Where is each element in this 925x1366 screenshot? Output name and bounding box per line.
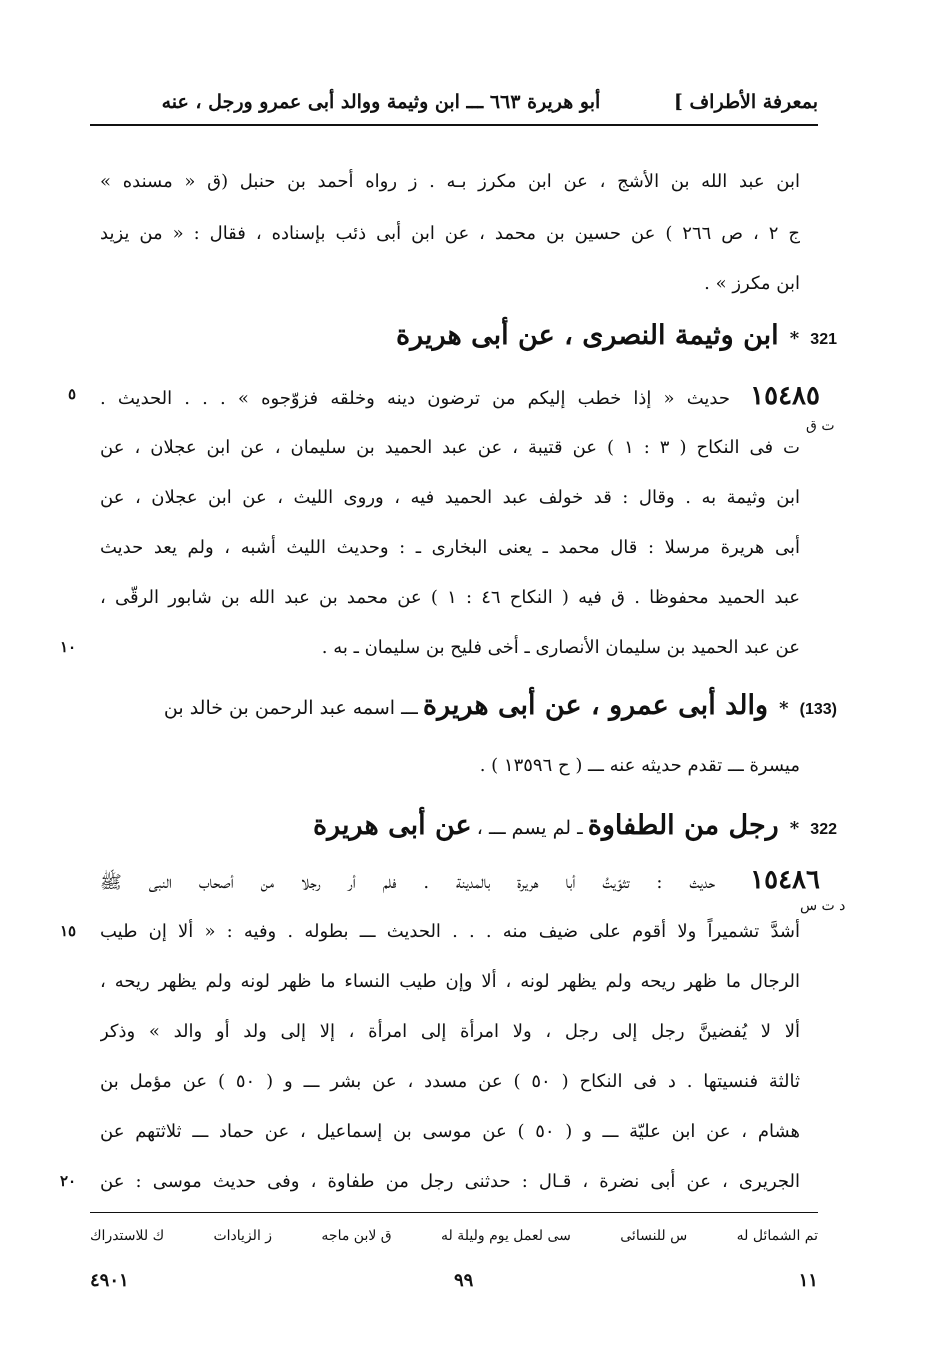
text-line: أبى هريرة مرسلا : قال محمد ـ يعنى البخارى ـ : وحديث الليث أشبه ، ولم يعد حديث xyxy=(100,537,800,558)
text-line: ابن وثيمة به . وقال : قد خولف عبد الحميد فيه ، وروى الليث ، عن ابن عجلان ، عن xyxy=(100,487,800,508)
line-number-20: ٢٠ xyxy=(60,1172,77,1190)
entry-number: 322 xyxy=(810,821,837,838)
star-marker: * xyxy=(789,328,800,349)
entry-title-end: عن أبى هريرة xyxy=(312,810,472,841)
footer-right-number: ١١ xyxy=(798,1270,818,1291)
text-line: ج ٢ ، ص ٢٦٦ ) عن حسين بن محمد ، عن ابن أبى ذئب بإسناده ، فقال : « من يزيد xyxy=(100,223,800,244)
line-number-10: ١٠ xyxy=(60,638,77,656)
text-line: الرجال ما ظهر ريحه ولم يظهر لونه ، ألا وإن طيب النساء ما ظهر لونه ولم يظهر ريحه ، xyxy=(100,971,800,992)
text-line: عبد الحميد محفوظا . ق فيه ( النكاح ٤٦ : ١ ) عن محمد بن عبد الله بن شابور الرقّى ، xyxy=(100,587,800,608)
entry-number: (133) xyxy=(799,701,837,718)
legend-item: س للنسائى xyxy=(620,1228,688,1244)
star-marker: * xyxy=(779,698,789,719)
entry-title: ابن وثيمة النصرى ، عن أبى هريرة xyxy=(396,320,779,351)
hadith-number: ١٥٤٨٦ xyxy=(750,865,820,895)
legend-item: ك للاستدراك xyxy=(90,1228,165,1244)
entry-title: رجل من الطفاوة xyxy=(587,810,779,841)
entry-title: والد أبى عمرو ، عن أبى هريرة xyxy=(422,690,769,721)
legend-item: ق لابن ماجه xyxy=(321,1228,392,1244)
hadith-number: ١٥٤٨٥ xyxy=(750,381,820,411)
header-rule xyxy=(90,124,818,126)
entry-subtitle: ـــ اسمه عبد الرحمن بن خالد بن xyxy=(163,697,418,719)
legend-item: ز الزيادات xyxy=(213,1228,273,1244)
legend-item: سى لعمل يوم وليلة له xyxy=(441,1228,571,1244)
header-right: بمعرفة الأطراف ] xyxy=(673,91,818,113)
sigla: ت ق xyxy=(806,418,835,434)
text-line: هشام ، عن ابن عليّة ـــ و ( ٥٠ ) عن موسى بن إسماعيل ، عن حماد ـــ ثلاثتهم عن xyxy=(100,1121,800,1142)
line-number-15: ١٥ xyxy=(60,922,77,940)
entry-number: 321 xyxy=(810,331,837,348)
text-line: ابن عبد الله بن الأشج ، عن ابن مكرز بـه . ز رواه أحمد بن حنبل (ق « مسنده » xyxy=(100,171,800,192)
hadith-text: حديث : تثوّيتُ أبا هريرة بالمدينة . فلم أر رجلا من أصحاب النبى xyxy=(148,872,716,893)
entry-subtitle: ـ لم يسم ـــ ، xyxy=(476,817,583,839)
page-number: ٩٩ xyxy=(453,1270,474,1291)
hadith-first-line xyxy=(100,370,820,422)
entry-heading-322 xyxy=(97,798,837,854)
sigla: د ت س xyxy=(800,898,846,914)
footer-rule xyxy=(90,1212,818,1213)
text-line: ابن مكرز » . xyxy=(704,273,800,294)
entry-heading-321 xyxy=(97,308,837,364)
legend-item: تم الشمائل له xyxy=(736,1228,818,1244)
hadith-first-line xyxy=(100,854,820,906)
star-marker: * xyxy=(789,818,800,839)
line-number-5: ٥ xyxy=(68,385,77,403)
text-line: ت فى النكاح ( ٣ : ١ ) عن قتيبة ، عن عبد الحميد بن سليمان ، عن ابن عجلان ، عن xyxy=(100,437,800,458)
entry-heading-133 xyxy=(97,678,837,734)
page-footer xyxy=(90,1264,818,1298)
text-line: عن عبد الحميد بن سليمان الأنصارى ـ أخى فليح بن سليمان ـ به . xyxy=(321,637,800,658)
text-line: أشدَّ تشميراً ولا أقوم على ضيف منه . . . الحديث ـــ بطوله . وفيه : « ألا إن طيب xyxy=(100,921,800,942)
honorific-glyph: ﷺ xyxy=(100,872,122,893)
text-line: ثالثة فنسيتها . د فى النكاح ( ٥٠ ) عن مسدد ، عن بشر ـــ و ( ٥٠ ) عن مؤمل بن xyxy=(100,1071,800,1092)
hadith-text: حديث « إذا خطب إليكم من ترضون دينه وخلقه فزوّجوه » . . . الحديث . xyxy=(100,388,730,409)
text-line: ميسرة ـــ تقدم حديثه عنه ـــ ( ح ١٣٥٩٦ ) . xyxy=(479,755,800,776)
sigla-legend xyxy=(90,1220,818,1252)
text-line: الجريرى ، عن أبى نضرة ، قـال : حدثنى رجل من طفاوة ، وفى حديث موسى : عن xyxy=(100,1171,800,1192)
running-header xyxy=(88,84,818,120)
footer-left-number: ٤٩٠١ xyxy=(90,1270,129,1291)
text-line: ألا لا يُفضينَّ رجل إلى رجل ، ولا امرأة إلى امرأة ، إلا إلى ولد أو والد » وذكر xyxy=(100,1021,800,1042)
header-middle: أبو هريرة ٦٦٣ ـــ ابن وثيمة ووالد أبى عمرو ورجل ، عنه xyxy=(161,91,601,113)
